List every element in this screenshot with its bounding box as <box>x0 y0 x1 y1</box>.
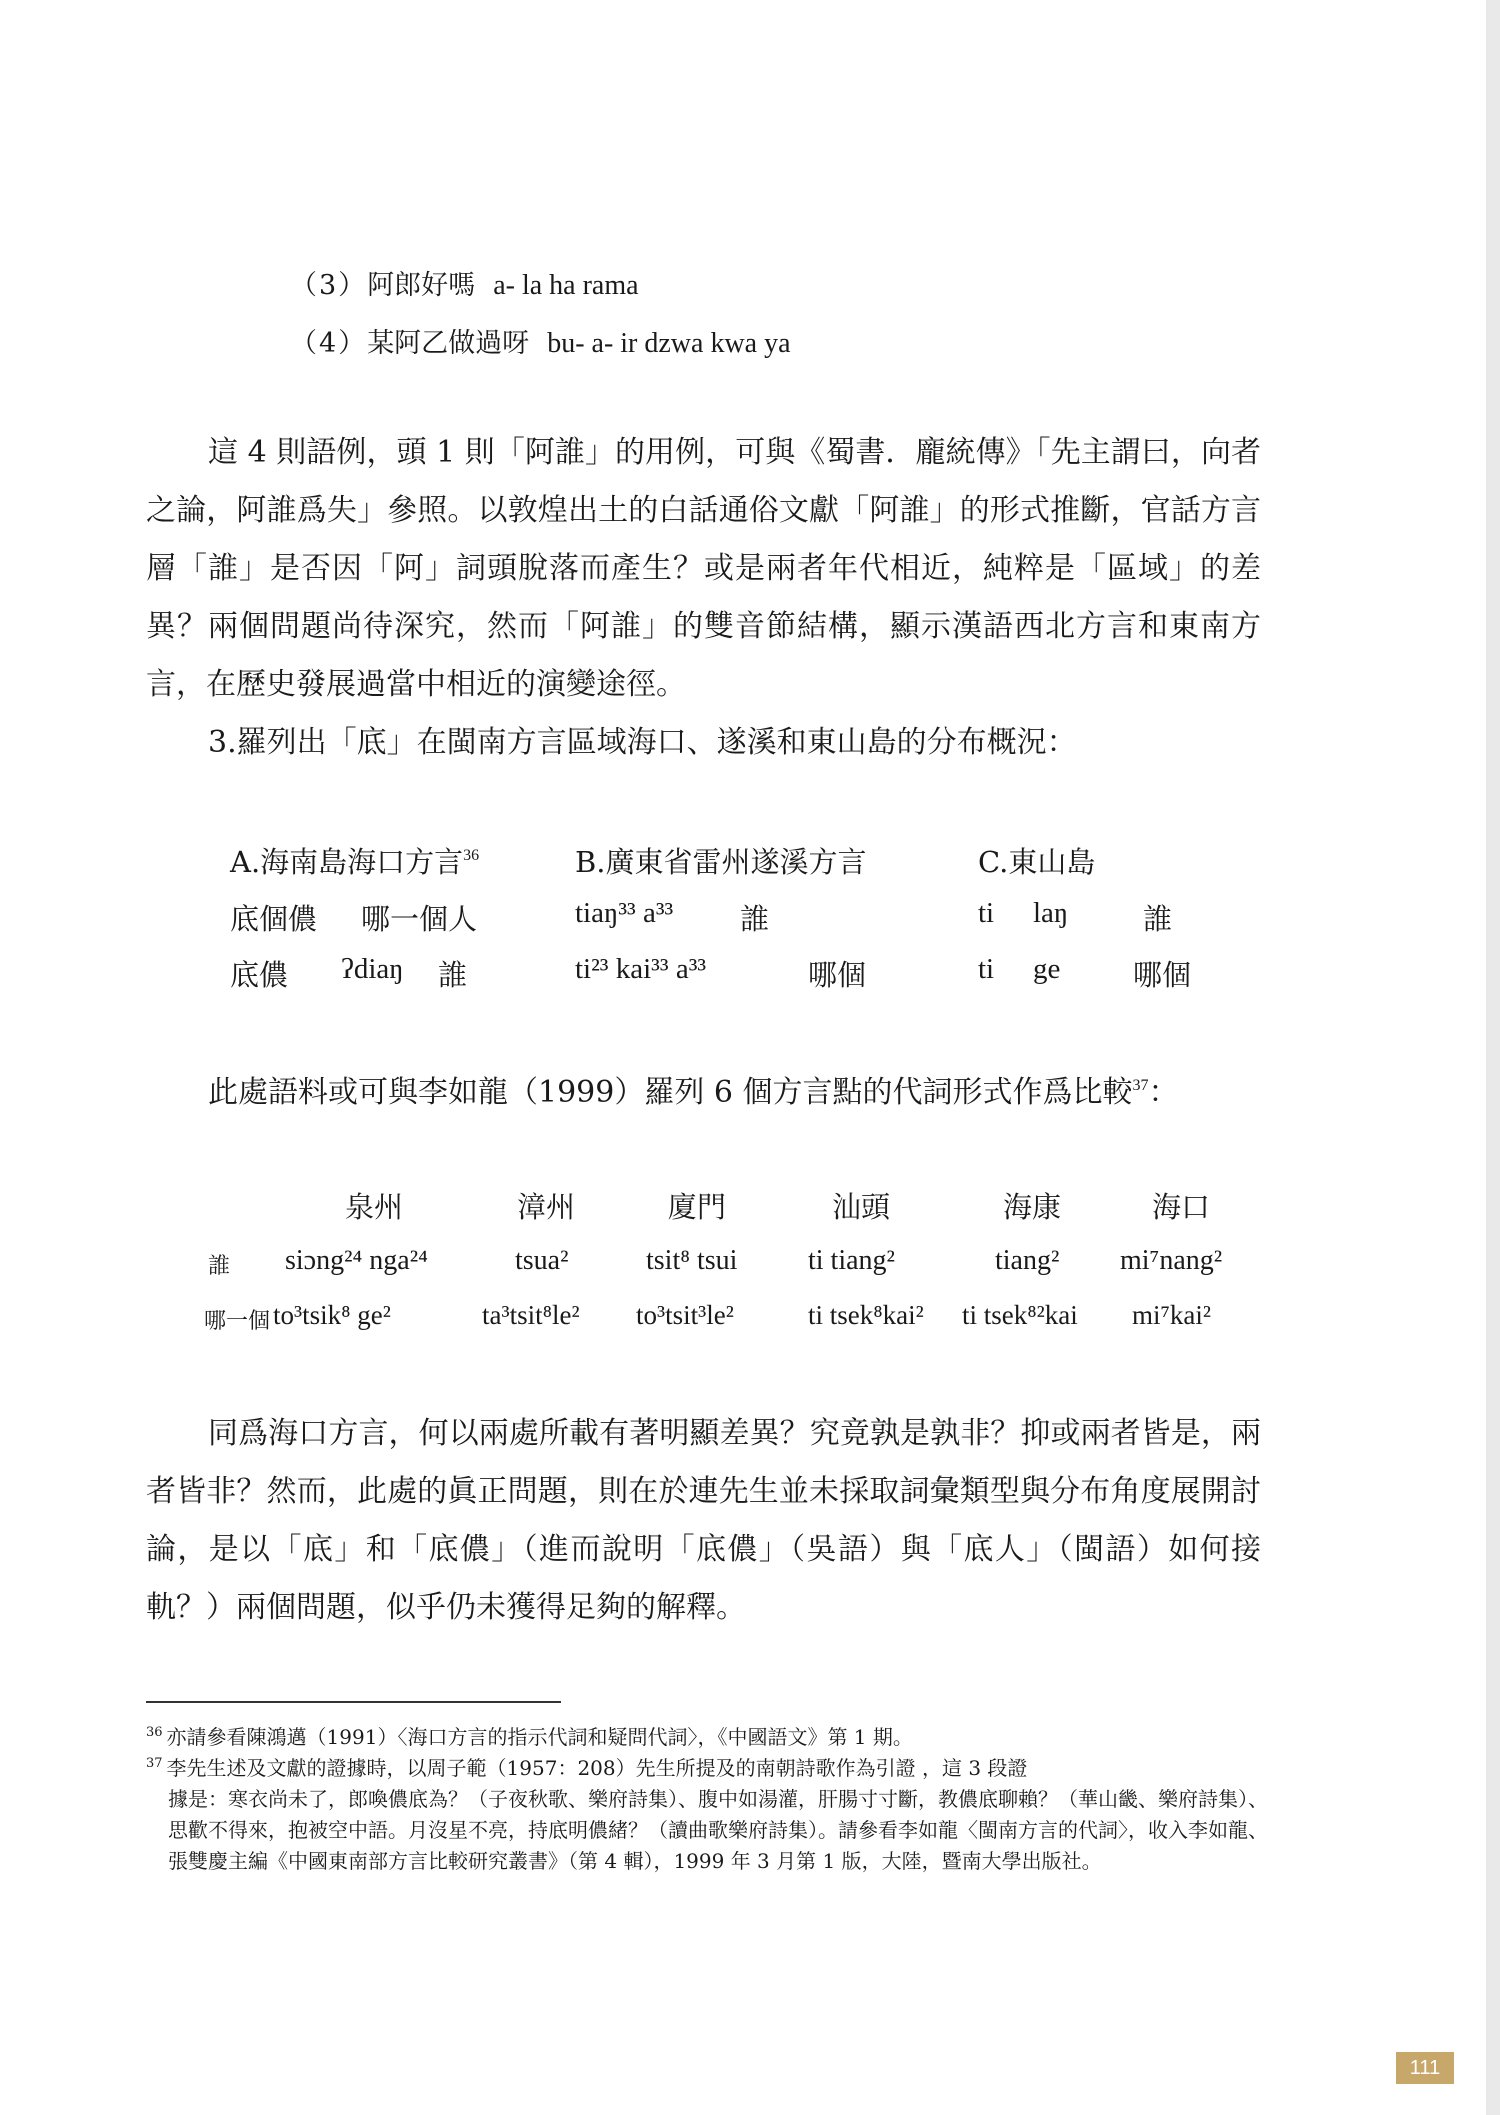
table2-cell: siɔng²⁴ nga²⁴ <box>285 1245 428 1276</box>
table1-cell: 哪個 <box>808 958 867 992</box>
table2-header: 廈門 <box>668 1190 727 1224</box>
example-number: （3） <box>290 270 368 301</box>
footnote-37-continued: 據是：寒衣尚未了，郎喚儂底為？（子夜秋歌、樂府詩集）、腹中如湯灌，肝腸寸寸斷，教儂底聊賴？（華山畿、樂府詩集）、思歡不得來，抱被空中語。月沒星不亮，持底明儂緒？（讀曲歌樂府詩集）。請參看李如龍〈閩南方言的代詞〉，收入李如龍、張雙慶主編《中國東南部方言比較研究叢書》（第 4 輯），1999 年 3 月第 1 版，大陸，暨南大學出版社。 <box>168 1787 1268 1873</box>
table2-cell: ti tiang² <box>808 1245 895 1276</box>
example-latin: a- la ha rama <box>493 270 639 301</box>
table2-header: 漳州 <box>517 1190 576 1224</box>
example-3 <box>290 263 639 302</box>
table1-header-a: A.海南島海口方言$^{36}$ <box>230 845 480 879</box>
example-4 <box>290 321 791 360</box>
table2-cell: ta³tsit⁸le² <box>482 1300 580 1330</box>
table1-cell: tiaŋ³³ a³³ <box>575 897 674 929</box>
footnote-37: $^{37}$ 李先生述及文獻的證據時，以周子範（1957：208）先生所提及的南朝詩歌作為引證 ，這 3 段證 <box>146 1756 1028 1780</box>
page-number: 111 <box>1396 2052 1454 2084</box>
paragraph-1: 這 4 則語例，頭 1 則「阿誰」的用例，可與《蜀書．龐統傳》「先主謂曰，向者之論，阿誰爲失」參照。以敦煌出土的白話通俗文獻「阿誰」的形式推斷，官話方言層「誰」是否因「阿」詞頭脫落而產生？或是兩者年代相近，純粹是「區域」的差異？兩個問題尚待深究，然而「阿誰」的雙音節結構，顯示漢語西北方言和東南方言，在歷史發展過當中相近的演變途徑。 <box>146 435 1261 702</box>
paragraph-2: 3.羅列出「底」在閩南方言區域海口、遂溪和東山島的分布概況： <box>208 725 1077 760</box>
table2-cell: tsua² <box>515 1245 569 1276</box>
table2-header: 海康 <box>1003 1190 1062 1224</box>
table1-cell: ti <box>978 953 995 985</box>
table2-cell: tiang² <box>995 1245 1060 1276</box>
table1-cell: ʔdiaŋ <box>341 953 404 985</box>
table2-cell: ti tsek⁸²kai <box>962 1300 1078 1330</box>
table2-cell: mi⁷kai² <box>1132 1300 1211 1330</box>
table1-cell: ti <box>978 897 995 929</box>
table1-cell: 哪個 <box>1133 958 1192 992</box>
table2-row-label: 誰 <box>208 1254 231 1279</box>
table1-cell: ge <box>1033 953 1061 985</box>
table1-cell: 哪一個人 <box>361 902 478 936</box>
example-number: （4） <box>290 328 368 359</box>
example-latin: bu- a- ir dzwa kwa ya <box>547 328 791 359</box>
table1-cell: laŋ <box>1033 897 1069 929</box>
example-text: 某阿乙做過呀 <box>367 328 530 359</box>
table2-cell: tsit⁸ tsui <box>646 1245 738 1276</box>
table1-cell: ti²³ kai³³ a³³ <box>575 953 707 985</box>
table2-cell: to³tsit³le² <box>636 1300 734 1330</box>
table2-cell: ti tsek⁸kai² <box>808 1300 924 1330</box>
table1-header-c: C.東山島 <box>978 845 1096 879</box>
paragraph-3: 此處語料或可與李如龍（1999）羅列 6 個方言點的代詞形式作爲比較$^{37}$： <box>208 1075 1179 1110</box>
table2-header: 泉州 <box>345 1190 404 1224</box>
footnote-divider <box>146 1701 561 1703</box>
table1-cell: 誰 <box>438 958 468 992</box>
table2-row-label: 哪一個 <box>204 1309 271 1334</box>
table1-header-b: B.廣東省雷州遂溪方言 <box>575 845 867 879</box>
table2-cell: mi⁷nang² <box>1120 1245 1223 1276</box>
table1-cell: 誰 <box>740 902 770 936</box>
table1-cell: 誰 <box>1143 902 1173 936</box>
example-text: 阿郎好嗎 <box>367 270 476 301</box>
footnote-36: $^{36}$ 亦請參看陳鴻邁（1991）〈海口方言的指示代詞和疑問代詞〉，《中國語文》第 1 期。 <box>146 1725 913 1749</box>
table1-cell: 底儂 <box>230 958 289 992</box>
paragraph-4: 同爲海口方言，何以兩處所載有著明顯差異？究竟孰是孰非？抑或兩者皆是，兩者皆非？然而，此處的眞正問題，則在於連先生並未採取詞彙類型與分布角度展開討論，是以「底」和「底儂」（進而說明「底儂」（吳語）與「底人」（閩語）如何接軌？）兩個問題，似乎仍未獲得足夠的解釋。 <box>146 1416 1261 1625</box>
page-edge <box>1486 0 1500 2115</box>
table2-header: 海口 <box>1152 1190 1211 1224</box>
table1-cell: 底個儂 <box>230 902 318 936</box>
table2-header: 汕頭 <box>832 1190 891 1224</box>
table2-cell: to³tsik⁸ ge² <box>273 1300 391 1330</box>
